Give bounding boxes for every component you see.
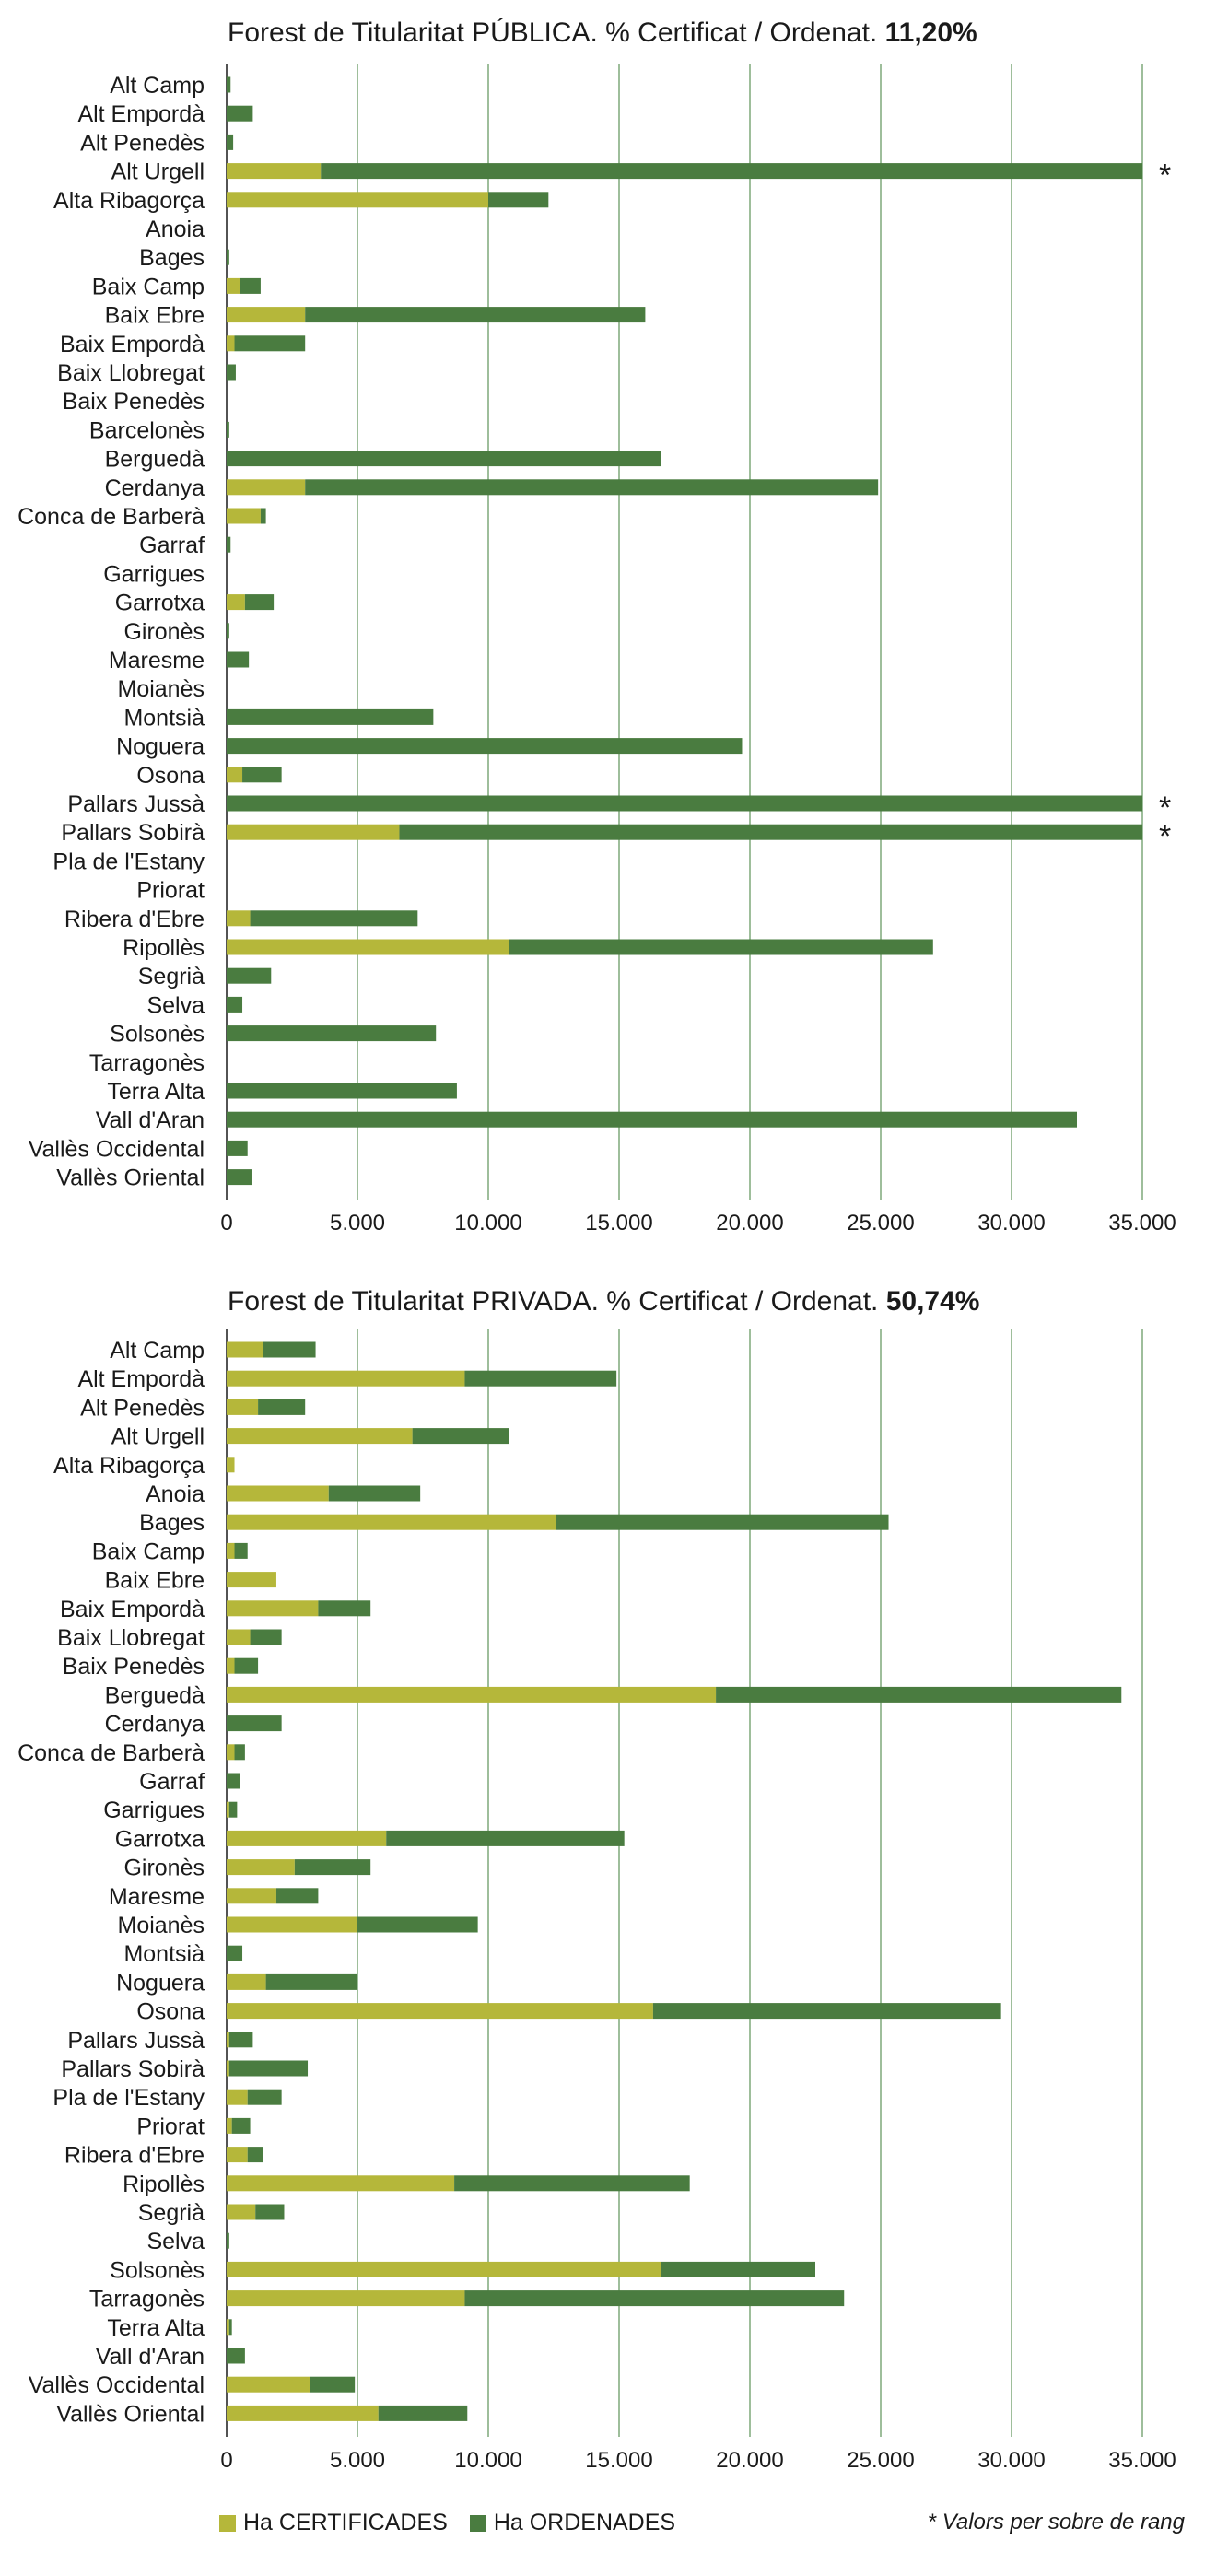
private-bar-certified: [227, 2205, 255, 2220]
private-bar-certified: [227, 1859, 295, 1875]
private-bar-certified: [227, 1457, 235, 1472]
private-bar-certified: [227, 1744, 235, 1760]
private-bar-managed: [255, 2205, 284, 2220]
private-bar-certified: [227, 1630, 251, 1645]
public-overflow-marker: *: [1159, 158, 1172, 193]
private-category-label: Pallars Sobirà: [61, 2056, 205, 2082]
private-x-tick-label: 5.000: [329, 2448, 386, 2473]
legend-certified-label: Ha CERTIFICADES: [243, 2510, 448, 2535]
public-category-label: Alt Urgell: [111, 158, 205, 185]
private-category-label: Garraf: [139, 1769, 205, 1795]
private-category-label: Anoia: [146, 1481, 205, 1507]
private-bar-managed: [266, 1974, 357, 1990]
private-x-tick-label: 25.000: [847, 2448, 915, 2473]
private-category-label: Baix Llobregat: [57, 1625, 205, 1651]
public-chart-title-pct: 11,20%: [884, 18, 977, 48]
private-bar-managed: [276, 1888, 318, 1903]
out-of-range-footnote: * Valors per sobre de rang: [927, 2510, 1185, 2535]
private-bar-certified: [227, 1658, 235, 1674]
public-category-label: Moianès: [117, 676, 205, 703]
public-category-label: Alt Camp: [110, 73, 205, 99]
private-bar-managed: [379, 2406, 468, 2421]
private-bar-managed: [556, 1515, 889, 1530]
private-bar-managed: [329, 1486, 420, 1502]
public-category-label: Priorat: [136, 877, 205, 904]
private-bar-managed: [229, 1802, 238, 1818]
private-bar-certified: [227, 1974, 266, 1990]
private-category-label: Selva: [146, 2229, 205, 2255]
private-category-label: Terra Alta: [107, 2314, 205, 2341]
legend-managed-swatch: [470, 2515, 486, 2532]
public-category-label: Vall d'Aran: [95, 1107, 205, 1134]
private-bar-certified: [227, 1831, 386, 1846]
private-bar-managed: [235, 1543, 248, 1559]
private-bar-certified: [227, 2175, 454, 2191]
private-category-label: Baix Ebre: [104, 1567, 205, 1594]
private-x-tick-label: 10.000: [454, 2448, 522, 2473]
private-category-label: Segrià: [137, 2200, 205, 2226]
private-bar-managed: [229, 2032, 253, 2047]
private-bar-managed: [229, 2061, 308, 2077]
private-bar-certified: [227, 2003, 653, 2019]
private-bar-certified: [227, 2061, 229, 2077]
private-category-label: Pallars Jussà: [67, 2027, 205, 2054]
private-category-label: Osona: [136, 1998, 205, 2025]
private-bar-certified: [227, 2118, 232, 2134]
public-category-label: Montsià: [123, 705, 205, 732]
private-category-label: Alt Penedès: [80, 1395, 205, 1422]
public-category-label: Garraf: [139, 533, 205, 559]
private-bar-certified: [227, 2290, 464, 2306]
public-category-label: Baix Ebre: [104, 302, 205, 329]
private-bar-managed: [227, 1715, 282, 1731]
private-bar-managed: [227, 1774, 240, 1789]
private-bar-managed: [248, 2090, 282, 2105]
private-x-tick-label: 30.000: [977, 2448, 1046, 2473]
private-bar-certified: [227, 1428, 413, 1444]
public-category-label: Bages: [139, 245, 205, 272]
private-bar-managed: [263, 1342, 316, 1358]
private-bar-certified: [227, 1543, 235, 1559]
private-bar-managed: [716, 1687, 1121, 1703]
public-chart-title-text: Forest de Titularitat PÚBLICA. % Certificat / Ordenat.: [228, 18, 878, 48]
private-category-label: Ripollès: [123, 2171, 205, 2197]
private-category-label: Pla de l'Estany: [53, 2085, 205, 2112]
public-category-label: Baix Camp: [91, 274, 205, 300]
private-bar-certified: [227, 2262, 661, 2277]
private-category-label: Berguedà: [104, 1682, 205, 1709]
private-category-label: Maresme: [108, 1883, 205, 1910]
public-category-label: Osona: [136, 762, 205, 789]
public-category-label: Alt Empordà: [77, 101, 205, 128]
public-category-label: Maresme: [108, 648, 205, 673]
public-category-label: Pla de l'Estany: [53, 849, 205, 875]
private-x-tick-label: 35.000: [1108, 2448, 1176, 2473]
private-bar-managed: [227, 2233, 229, 2249]
private-bar-certified: [227, 1371, 464, 1387]
public-category-label: Barcelonès: [88, 417, 205, 444]
private-category-label: Moianès: [117, 1913, 205, 1938]
private-category-label: Alt Camp: [110, 1338, 205, 1364]
private-bar-certified: [227, 1399, 258, 1415]
public-overflow-marker: *: [1159, 790, 1172, 825]
public-category-label: Gironès: [123, 618, 205, 645]
private-category-label: Vallès Oriental: [56, 2401, 205, 2428]
private-bar-managed: [251, 1630, 282, 1645]
private-bar-certified: [227, 1342, 263, 1358]
private-bar-managed: [386, 1831, 624, 1846]
public-category-label: Baix Llobregat: [57, 360, 205, 386]
public-x-tick-label: 30.000: [977, 1211, 1046, 1235]
private-category-label: Bages: [139, 1510, 205, 1537]
private-bar-managed: [464, 2290, 844, 2306]
private-category-label: Garrigues: [103, 1797, 205, 1824]
private-category-label: Cerdanya: [104, 1711, 205, 1738]
private-category-label: Baix Camp: [91, 1539, 205, 1565]
public-category-label: Pallars Sobirà: [61, 820, 205, 847]
private-bar-managed: [357, 1917, 478, 1933]
private-bar-certified: [227, 2319, 229, 2335]
private-category-label: Alta Ribagorça: [53, 1452, 205, 1479]
public-category-label: Baix Penedès: [62, 389, 205, 416]
public-category-label: Segrià: [137, 964, 205, 990]
public-x-tick-label: 0: [220, 1211, 233, 1235]
public-category-label: Alta Ribagorça: [53, 187, 205, 214]
private-bar-managed: [235, 1658, 259, 1674]
private-bar-managed: [310, 2377, 355, 2393]
private-bar-certified: [227, 1687, 716, 1703]
private-bar-managed: [258, 1399, 305, 1415]
private-category-label: Baix Penedès: [62, 1654, 205, 1680]
public-category-label: Conca de Barberà: [18, 504, 205, 530]
private-bar-managed: [454, 2175, 690, 2191]
private-bar-managed: [295, 1859, 370, 1875]
private-bar-certified: [227, 1600, 318, 1616]
private-bar-managed: [227, 1946, 242, 1961]
private-category-label: Vall d'Aran: [95, 2344, 205, 2370]
public-category-label: Noguera: [116, 733, 205, 760]
private-bar-managed: [653, 2003, 1001, 2019]
public-category-label: Terra Alta: [107, 1079, 205, 1105]
private-bar-certified: [227, 2147, 248, 2162]
legend-certified: [219, 2510, 448, 2536]
legend-managed: [470, 2510, 675, 2536]
private-bar-certified: [227, 2377, 310, 2393]
private-bar-certified: [227, 1888, 276, 1903]
public-overflow-marker: *: [1159, 819, 1172, 855]
public-category-label: Baix Empordà: [59, 331, 205, 357]
public-category-label: Solsonès: [110, 1021, 205, 1048]
public-category-label: Alt Penedès: [80, 130, 205, 157]
private-bar-certified: [227, 1917, 357, 1933]
private-x-tick-label: 20.000: [716, 2448, 784, 2473]
public-x-tick-label: 5.000: [329, 1211, 386, 1235]
public-category-label: Vallès Oriental: [56, 1165, 205, 1191]
public-x-tick-label: 25.000: [847, 1211, 915, 1235]
private-bar-managed: [413, 1428, 509, 1444]
public-x-tick-label: 15.000: [585, 1211, 653, 1235]
private-bar-managed: [229, 2319, 232, 2335]
public-category-label: Cerdanya: [104, 474, 205, 501]
public-category-label: Anoia: [146, 217, 205, 242]
private-bar-managed: [464, 1371, 616, 1387]
public-category-label: Tarragonès: [88, 1049, 205, 1076]
private-category-label: Alt Empordà: [77, 1366, 205, 1393]
legend-certified-swatch: [219, 2515, 236, 2532]
private-category-label: Conca de Barberà: [18, 1739, 205, 1766]
private-category-label: Tarragonès: [88, 2286, 205, 2313]
private-bar-certified: [227, 2032, 229, 2047]
private-bar-managed: [227, 2348, 245, 2364]
private-category-label: Solsonès: [110, 2257, 205, 2284]
private-category-label: Vallès Occidental: [28, 2372, 205, 2399]
private-category-label: Gironès: [123, 1855, 205, 1881]
private-bar-managed: [318, 1600, 370, 1616]
private-chart-title-text: Forest de Titularitat PRIVADA. % Certificat / Ordenat.: [228, 1286, 879, 1317]
private-bar-managed: [661, 2262, 815, 2277]
private-category-label: Alt Urgell: [111, 1423, 205, 1450]
legend-managed-label: Ha ORDENADES: [493, 2510, 676, 2535]
public-x-tick-label: 35.000: [1108, 1211, 1176, 1235]
private-category-label: Montsià: [123, 1941, 205, 1968]
public-category-label: Pallars Jussà: [67, 791, 205, 817]
public-x-tick-label: 20.000: [716, 1211, 784, 1235]
private-bar-certified: [227, 1515, 556, 1530]
private-x-tick-label: 15.000: [585, 2448, 653, 2473]
public-category-label: Berguedà: [104, 446, 205, 473]
public-category-label: Garrigues: [103, 561, 205, 588]
private-bar-certified: [227, 2090, 248, 2105]
private-bar-managed: [235, 1744, 245, 1760]
public-category-label: Garrotxa: [114, 590, 205, 616]
private-category-label: Noguera: [116, 1970, 205, 1996]
private-bar-certified: [227, 1802, 229, 1818]
public-category-label: Ripollès: [123, 935, 205, 961]
private-category-label: Ribera d'Ebre: [64, 2142, 205, 2169]
private-bar-certified: [227, 1486, 329, 1502]
public-category-label: Ribera d'Ebre: [64, 906, 205, 932]
public-category-label: Vallès Occidental: [28, 1136, 205, 1163]
private-category-label: Priorat: [136, 2113, 205, 2140]
private-category-label: Baix Empordà: [59, 1596, 205, 1622]
chart-legend: [219, 2510, 697, 2536]
private-category-label: Garrotxa: [114, 1826, 205, 1853]
public-category-label: Selva: [146, 992, 205, 1019]
public-x-tick-label: 10.000: [454, 1211, 522, 1235]
private-bar-certified: [227, 1572, 276, 1587]
private-x-tick-label: 0: [220, 2448, 233, 2473]
private-chart-title-pct: 50,74%: [885, 1286, 980, 1317]
private-bar-managed: [248, 2147, 263, 2162]
private-bar-certified: [227, 2406, 379, 2421]
private-bar-managed: [232, 2118, 251, 2134]
